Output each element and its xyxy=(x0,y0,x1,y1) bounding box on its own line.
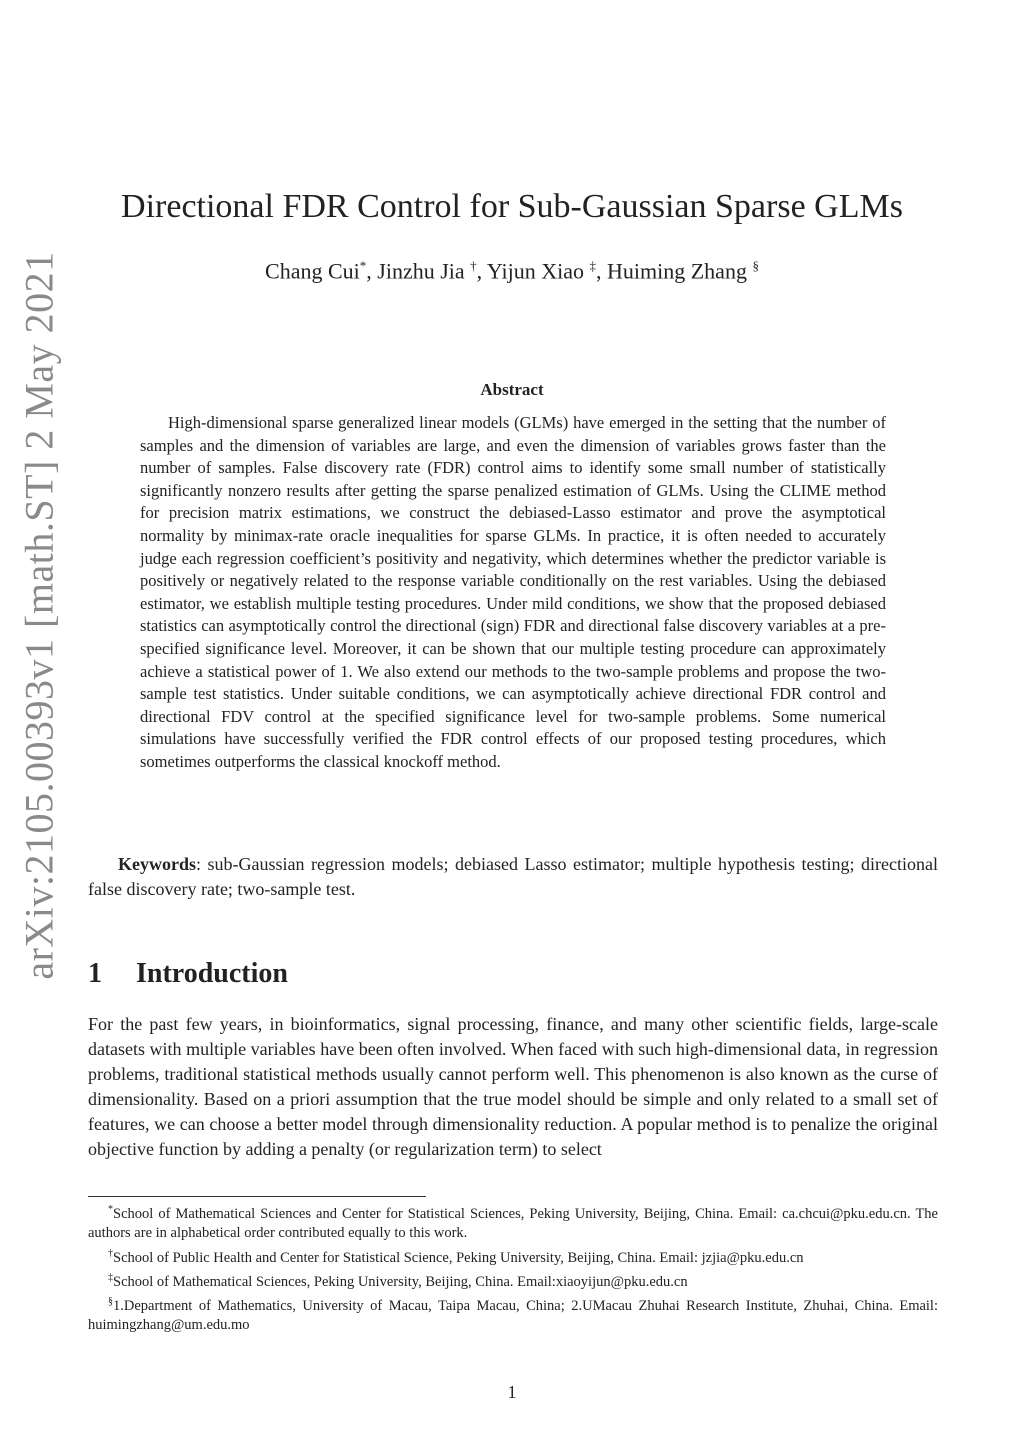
keywords-label: Keywords xyxy=(118,854,196,874)
footnote-rule xyxy=(88,1196,426,1197)
footnote-text: School of Mathematical Sciences, Peking University, Beijing, China. Email:xiaoyijun@pku.edu.cn xyxy=(113,1273,688,1290)
author-footnote-mark: § xyxy=(752,258,759,273)
author-list: Chang Cui*, Jinzhu Jia †, Yijun Xiao ‡, Huiming Zhang § xyxy=(265,258,759,284)
footnote-text: 1.Department of Mathematics, University of Macau, Taipa Macau, China; 2.UMacau Zhuhai Research Institute, Zhuhai, China. Email: huimingzhang@um.edu.mo xyxy=(88,1297,938,1334)
footnotes xyxy=(88,1200,938,1336)
footnote xyxy=(88,1244,938,1268)
author-footnote-mark: ‡ xyxy=(589,258,597,273)
footnote-text: School of Mathematical Sciences and Center for Statistical Sciences, Peking University, Beijing, China. Email: ca.chcui@pku.edu.cn. The authors are in alphabetical order contributed equally to this work. xyxy=(88,1205,938,1242)
section-title: Introduction xyxy=(136,958,288,989)
intro-paragraph: For the past few years, in bioinformatics, signal processing, finance, and many other scientific fields, large-scale datasets with multiple variables have been often involved. When faced with such high-dimensional data, in regression problems, traditional statistical methods usually cannot perform well. This phenomenon is also known as the curse of dimensionality. Based on a priori assumption that the true model should be simple and only related to a small set of features, we can choose a better model through dimensionality reduction. A popular method is to penalize the original objective function by adding a penalty (or regularization term) to select xyxy=(88,1014,938,1159)
keywords-paragraph xyxy=(88,852,938,902)
author-name: Chang Cui xyxy=(265,258,360,284)
abstract-body: High-dimensional sparse generalized linear models (GLMs) have emerged in the setting that the number of samples and the dimension of variables are large, and even the dimension of variables grows faster than the number of samples. False discovery rate (FDR) control aims to identify some small number of statistically significantly nonzero results after getting the sparse penalized estimation of GLMs. Using the CLIME method for precision matrix estimations, we construct the debiased-Lasso estimator and prove the asymptotical normality by minimax-rate oracle inequalities for sparse GLMs. In practice, it is often needed to accurately judge each regression coefficient’s positivity and negativity, which determines whether the predictor variable is positively or negatively related to the response variable conditionally on the rest variables. Using the debiased estimator, we establish multiple testing procedures. Under mild conditions, we show that the proposed debiased statistics can asymptotically control the directional (sign) FDR and directional false discovery variables at a pre-specified significance level. Moreover, it can be shown that our multiple testing procedure can approximately achieve a statistical power of 1. We also extend our methods to the two-sample problems and propose the two-sample test statistics. Under suitable conditions, we can asymptotically achieve directional FDR control and directional FDV control at the specified significance level for two-sample problems. Some numerical simulations have successfully verified the FDR control effects of our proposed testing procedures, which sometimes outperforms the classical knockoff method. xyxy=(140,413,886,771)
arxiv-sidebar-stamp xyxy=(10,240,68,990)
footnote-mark: † xyxy=(108,1247,113,1259)
section-number: 1 xyxy=(88,958,102,989)
footnote xyxy=(88,1268,938,1292)
footnote xyxy=(88,1292,938,1336)
author-footnote-mark: † xyxy=(470,258,477,273)
author-name: Yijun Xiao xyxy=(486,258,585,284)
footnote-mark: § xyxy=(108,1296,113,1308)
page-number: 1 xyxy=(507,1382,517,1402)
abstract-heading: Abstract xyxy=(480,380,544,399)
arxiv-identifier: arXiv:2105.00393v1 [math.ST] 2 May 2021 xyxy=(16,250,62,980)
section-heading xyxy=(88,958,288,990)
keywords-text: : sub-Gaussian regression models; debiased Lasso estimator; multiple hypothesis testing; directional false discovery rate; two-sample test. xyxy=(88,854,938,899)
author-name: Jinzhu Jia xyxy=(377,258,465,284)
footnote-text: School of Public Health and Center for Statistical Science, Peking University, Beijing, China. Email: jzjia@pku.edu.cn xyxy=(113,1249,804,1266)
footnote-mark: ‡ xyxy=(108,1271,113,1283)
footnote xyxy=(88,1200,938,1244)
footnote-mark: * xyxy=(108,1204,113,1215)
author-footnote-mark: * xyxy=(359,258,367,273)
paper-title: Directional FDR Control for Sub-Gaussian Sparse GLMs xyxy=(121,188,903,225)
author-name: Huiming Zhang xyxy=(607,258,747,284)
